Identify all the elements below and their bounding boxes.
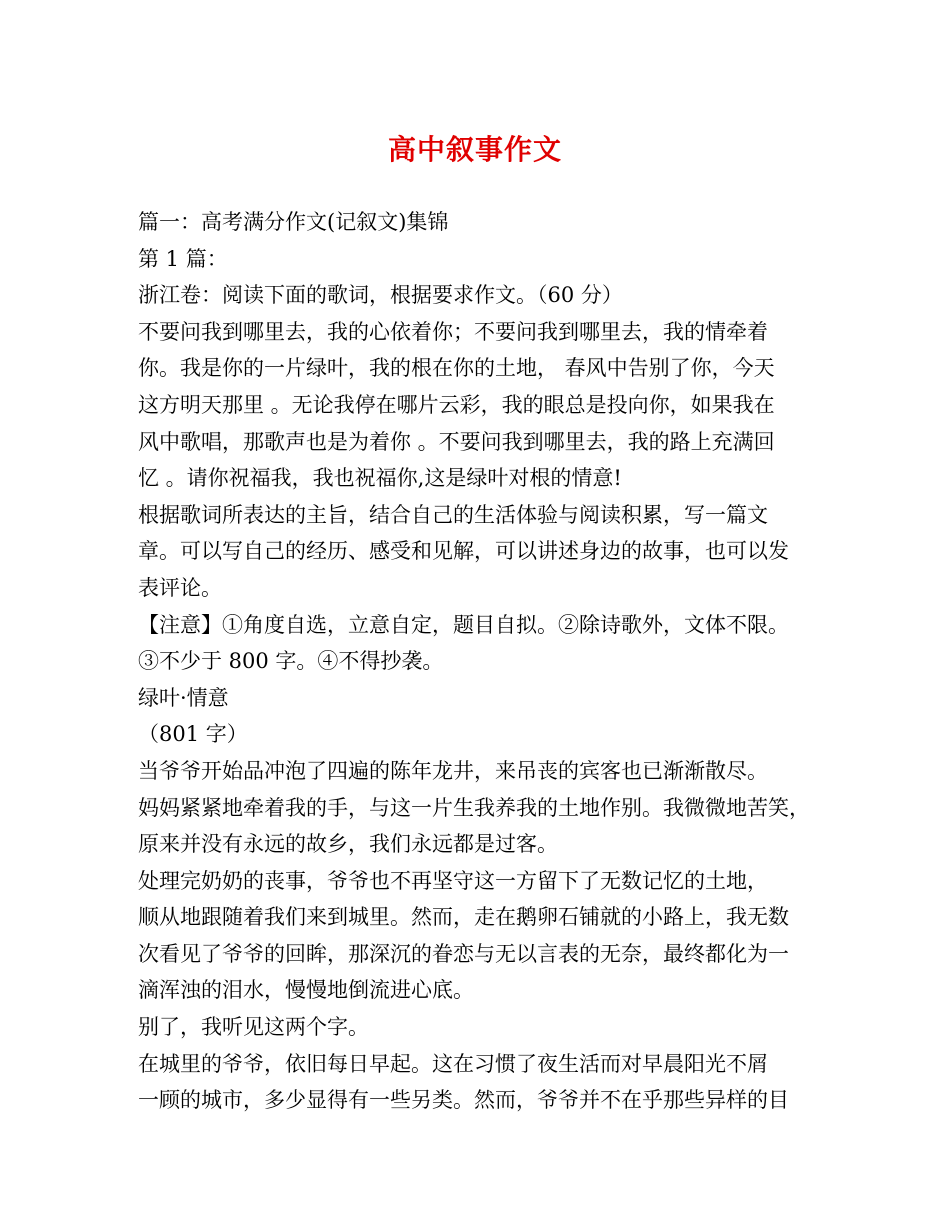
text-line: 滴浑浊的泪水，慢慢地倒流进心底。	[138, 978, 474, 1003]
document-title: 高中叙事作文	[387, 133, 562, 166]
text-line: 篇一：高考满分作文(记叙文)集锦	[138, 210, 449, 234]
text-line: 第 1 篇：	[138, 246, 228, 271]
text-line: 绿叶·情意	[138, 685, 229, 710]
text-line: 一顾的城市，多少显得有一些另类。然而，爷爷并不在乎那些异样的目	[138, 1088, 789, 1113]
text-line: 不要问我到哪里去，我的心依着你；不要问我到哪里去，我的情牵着	[138, 319, 768, 344]
text-line: 处理完奶奶的丧事，爷爷也不再坚守这一方留下了无数记忆的土地，	[138, 868, 768, 893]
text-line: （801 字）	[138, 722, 248, 747]
document-body	[138, 204, 828, 1119]
text-line: ③不少于 800 字。④不得抄袭。	[138, 649, 444, 674]
text-line: 风中歌唱，那歌声也是为着你 。不要问我到哪里去，我的路上充满回	[138, 429, 775, 454]
text-line: 章。可以写自己的经历、感受和见解，可以讲述身边的故事，也可以发	[138, 539, 789, 564]
text-line: 顺从地跟随着我们来到城里。然而，走在鹅卵石铺就的小路上，我无数	[138, 905, 789, 930]
text-line: 【注意】①角度自选，立意自定，题目自拟。②除诗歌外，文体不限。	[138, 612, 789, 637]
text-line: 表评论。	[138, 575, 222, 600]
text-line: 这方明天那里 。无论我停在哪片云彩，我的眼总是投向你，如果我在	[138, 392, 775, 417]
text-line: 根据歌词所表达的主旨，结合自己的生活体验与阅读积累，写一篇文	[138, 502, 768, 527]
text-line: 别了，我听见这两个字。	[138, 1015, 369, 1040]
text-line: 当爷爷开始品冲泡了四遍的陈年龙井，来吊丧的宾客也已渐渐散尽。	[138, 758, 768, 783]
text-line: 你。我是你的一片绿叶，我的根在你的土地， 春风中告别了你，今天	[138, 356, 775, 381]
text-line: 次看见了爷爷的回眸，那深沉的眷恋与无以言表的无奈，最终都化为一	[138, 941, 789, 966]
text-line: 忆 。请你祝福我，我也祝福你,这是绿叶对根的情意!	[138, 466, 622, 491]
text-line: 在城里的爷爷，依旧每日早起。这在习惯了夜生活而对早晨阳光不屑	[138, 1051, 768, 1076]
text-line: 浙江卷：阅读下面的歌词，根据要求作文。（60 分）	[138, 283, 623, 308]
text-line: 原来并没有永远的故乡，我们永远都是过客。	[138, 832, 558, 857]
text-line: 妈妈紧紧地牵着我的手，与这一片生我养我的土地作别。我微微地苦笑，	[138, 795, 810, 820]
